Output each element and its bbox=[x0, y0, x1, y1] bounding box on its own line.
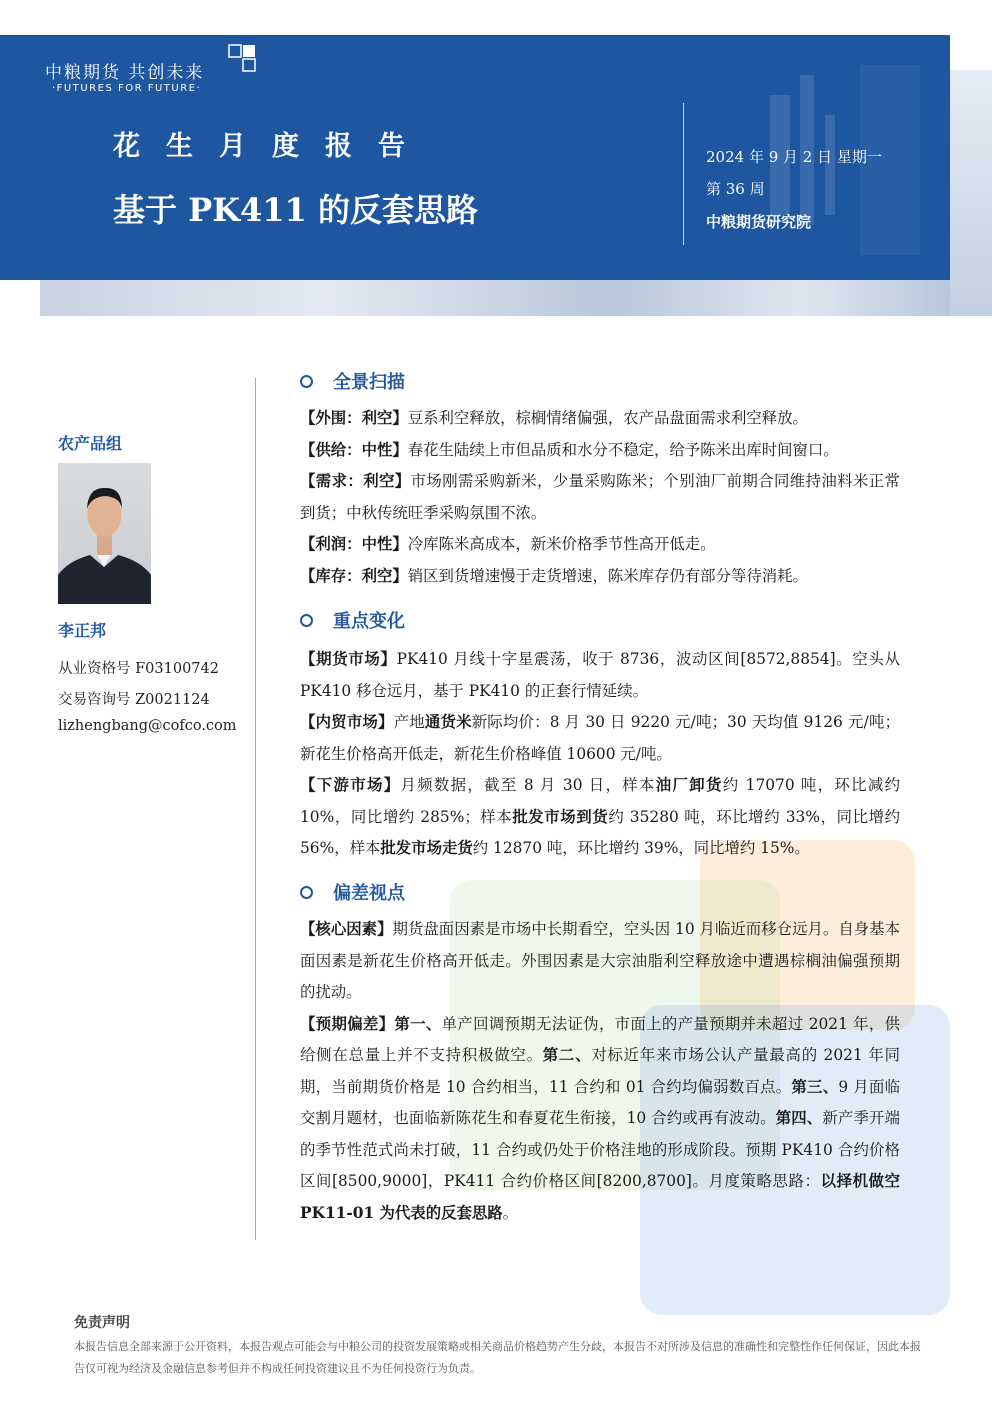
analyst-email[interactable]: lizhengbang@cofco.com bbox=[58, 718, 237, 734]
institute-name: 中粮期货研究院 bbox=[706, 213, 812, 231]
report-date: 2024 年 9 月 2 日 星期一 bbox=[706, 148, 882, 166]
list-item: 【库存：利空】销区到货增速慢于走货增速，陈米库存仍有部分等待消耗。 bbox=[300, 566, 808, 585]
list-item: 【期货市场】PK410 月线十字星震荡，收于 8736，波动区间[8572,8854]。空头从 PK410 移仓远月，基于 PK410 的正套行情延续。 bbox=[300, 650, 900, 700]
report-type: 花生月度报告 bbox=[113, 131, 431, 162]
section-overview-body bbox=[300, 403, 900, 592]
report-title: 基于 PK411 的反套思路 bbox=[113, 191, 478, 229]
sidebar-divider bbox=[255, 378, 256, 1240]
disclaimer-title: 免责声明 bbox=[74, 1315, 130, 1331]
qualification-number: 从业资格号 F03100742 bbox=[58, 661, 219, 677]
disclaimer-text: 本报告信息全部来源于公开资料，本报告观点可能会与中粮公司的投资发展策略或相关商品价格趋势产生分歧，本报告不对所涉及信息的准确性和完整性作任何保证，因此本报告仅可视为经济及金融信息参考但并不构成任何投资建议且不为任何投资行为负责。 bbox=[74, 1340, 921, 1375]
section-heading: 重点变化 bbox=[300, 607, 405, 633]
bullet-ring-icon bbox=[300, 886, 313, 899]
report-week: 第 36 周 bbox=[706, 180, 765, 198]
logo-slogan: ·FUTURES FOR FUTURE· bbox=[52, 83, 202, 94]
section-heading: 偏差视点 bbox=[300, 879, 405, 905]
section-deviation-body bbox=[300, 914, 900, 1229]
list-item: 【核心因素】期货盘面因素是市场中长期看空，空头因 10 月临近而移仓远月。自身基本面因素是新花生价格高开低走。外围因素是大宗油脂利空释放途中遭遇棕榈油偏强预期的扰动。 bbox=[300, 920, 900, 1001]
consulting-number: 交易咨询号 Z0021124 bbox=[58, 692, 210, 708]
list-item: 【下游市场】月频数据，截至 8 月 30 日，样本油厂卸货约 17070 吨，环比减约 10%，同比增约 285%；样本批发市场到货约 35280 吨，环比增约 33%，同比增约 56%，样本批发市场走货约 12870 吨，环比增约 39%，同比增约 15%。 bbox=[300, 776, 900, 857]
section-changes-body bbox=[300, 644, 900, 865]
header-photo-edge bbox=[950, 70, 992, 316]
logo-text: 中粮期货 共创未来 bbox=[45, 63, 205, 83]
list-item: 【需求：利空】市场刚需采购新米，少量采购陈米；个别油厂前期合同维持油料米正常到货；中秋传统旺季采购氛围不浓。 bbox=[300, 472, 900, 522]
list-item: 【外围：利空】豆系利空释放，棕榈情绪偏强，农产品盘面需求利空释放。 bbox=[300, 409, 808, 427]
team-name: 农产品组 bbox=[58, 434, 123, 453]
list-item: 【预期偏差】第一、单产回调预期无法证伪，市面上的产量预期并未超过 2021 年，供给侧在总量上并不支持积极做空。第二、对标近年来市场公认产量最高的 2021 年同期，当前期货价格是 10 合约相当，11 合约和 01 合约均偏弱数百点。第三、9 月面临交割月题材，也面临新陈花生和春夏花生衔接，10 合约或再有波动。第四、新产季开端的季节性范式尚未打破，11 合约或仍处于价格洼地的形成阶段。预期 PK410 合约价格区间[8500,9000]，PK411 合约价格区间[8200,8700]。月度策略思路：以择机做空 PK11-01 为代表的反套思路。 bbox=[300, 1014, 900, 1222]
bullet-ring-icon bbox=[300, 614, 313, 627]
list-item: 【供给：中性】春花生陆续上市但品质和水分不稳定，给予陈米出库时间窗口。 bbox=[300, 440, 839, 459]
logo-mark-icon bbox=[228, 44, 256, 72]
analyst-name: 李正邦 bbox=[58, 621, 107, 640]
analyst-photo bbox=[58, 463, 151, 604]
list-item: 【利润：中性】冷库陈米高成本，新米价格季节性高开低走。 bbox=[300, 535, 716, 553]
section-heading: 全景扫描 bbox=[300, 368, 405, 394]
bullet-ring-icon bbox=[300, 375, 313, 388]
header-photo-strip bbox=[40, 280, 992, 316]
header-divider bbox=[683, 103, 684, 245]
list-item: 【内贸市场】产地通货米新际均价：8 月 30 日 9220 元/吨；30 天均值 9126 元/吨；新花生价格高开低走，新花生价格峰值 10600 元/吨。 bbox=[300, 713, 900, 763]
